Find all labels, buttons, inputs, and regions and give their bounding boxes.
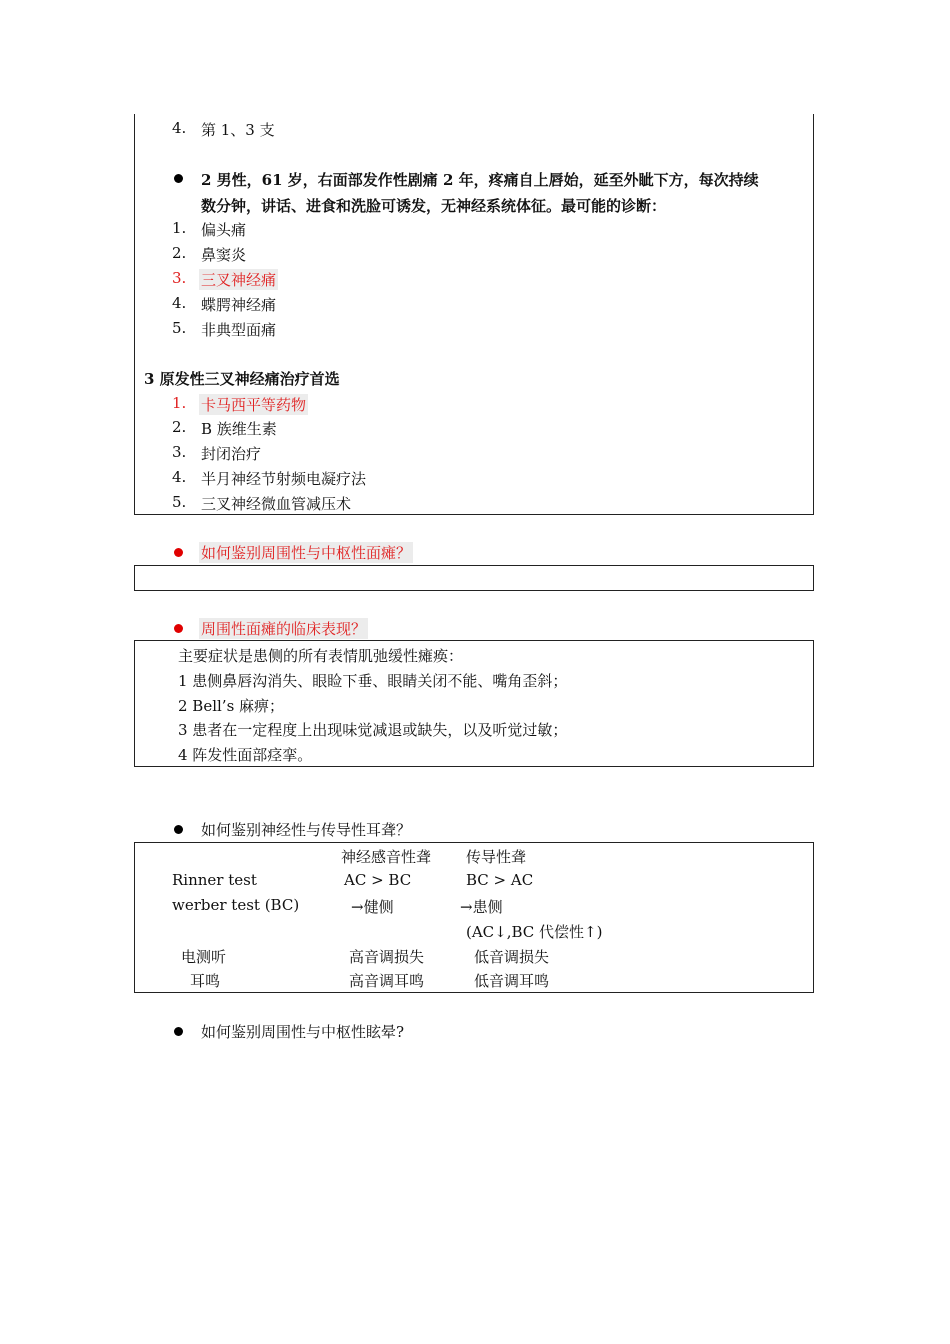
q2-option-2-number: 2. <box>172 244 187 262</box>
s3-col1-header: 神经感音性聋 <box>341 848 432 866</box>
q2-stem-line1: 2 男性，61 岁，右面部发作性剧痛 2 年，疼痛自上唇始，延至外眦下方，每次持续 <box>201 171 759 189</box>
s3-row-1-c1: AC > BC <box>344 871 412 889</box>
s2-line-2: 1 患侧鼻唇沟消失、眼睑下垂、眼睛关闭不能、嘴角歪斜； <box>178 672 568 690</box>
s2-bullet-icon <box>174 624 183 633</box>
s3-row-1-c2: BC > AC <box>466 871 534 889</box>
s3-row-1-label: Rinner test <box>172 871 257 889</box>
s3-row-2-label: werber test (BC) <box>172 896 300 914</box>
q1-option-text: 第 1、3 支 <box>201 121 275 139</box>
q3-option-3-number: 3. <box>172 443 187 461</box>
q2-option-1-text: 偏头痛 <box>201 221 247 239</box>
s2-line-5: 4 阵发性面部痉挛。 <box>178 746 313 764</box>
q2-option-3-number: 3. <box>172 269 187 287</box>
s3-row-4-label: 电测听 <box>181 948 227 966</box>
q3-title: 3 原发性三叉神经痛治疗首选 <box>144 370 340 388</box>
s3-row-5-c1: 高音调耳鸣 <box>349 972 425 990</box>
q2-stem-line2-bold: 数分钟，讲话、进食和洗脸可诱发，无神经系统体征 <box>201 197 547 215</box>
s3-row-4-c2: 低音调损失 <box>474 948 550 966</box>
q2-option-4-text: 蝶腭神经痛 <box>201 296 277 314</box>
q3-option-4-number: 4. <box>172 468 187 486</box>
q2-option-2-text: 鼻窦炎 <box>201 246 247 264</box>
s3-row-3-c2: (AC↓,BC 代偿性↑) <box>466 923 603 941</box>
q3-option-4-text: 半月神经节射频电凝疗法 <box>201 470 367 488</box>
s3-bullet-icon <box>174 825 183 834</box>
s2-line-4: 3 患者在一定程度上出现味觉减退或缺失，以及听觉过敏； <box>178 721 568 739</box>
s4-bullet-icon <box>174 1027 183 1036</box>
q2-option-1-number: 1. <box>172 219 187 237</box>
s4-title: 如何鉴别周围性与中枢性眩晕? <box>201 1023 405 1041</box>
s1-bullet-icon <box>174 548 183 557</box>
q2-option-4-number: 4. <box>172 294 187 312</box>
s1-title: 如何鉴别周围性与中枢性面瘫？ <box>201 544 412 562</box>
q1-option-number: 4. <box>172 119 187 137</box>
q2-option-5-text: 非典型面痛 <box>201 321 277 339</box>
s3-row-4-c1: 高音调损失 <box>349 948 425 966</box>
s3-col2-header: 传导性聋 <box>466 848 527 866</box>
q3-option-5-text: 三叉神经微血管减压术 <box>201 495 352 513</box>
s2-line-1: 主要症状是患侧的所有表情肌弛缓性瘫痪： <box>178 647 464 665</box>
q2-option-3-answer: 三叉神经痛 <box>201 271 277 289</box>
s2-title: 周围性面瘫的临床表现？ <box>201 620 367 638</box>
q3-option-2-text: B 族维生素 <box>201 420 277 438</box>
s2-line-3: 2 Bell’s 麻痹； <box>178 697 285 715</box>
q2-option-5-number: 5. <box>172 319 187 337</box>
q2-stem-line2 <box>201 195 666 216</box>
q3-option-2-number: 2. <box>172 418 187 436</box>
s3-row-2-c1: →健侧 <box>351 898 394 916</box>
q2-stem-line2-end: 。最可能的诊断： <box>546 197 667 215</box>
q2-bullet-icon <box>174 174 183 183</box>
q3-option-1-number: 1. <box>172 394 187 412</box>
s3-title: 如何鉴别神经性与传导性耳聋？ <box>201 821 412 839</box>
s3-row-5-c2: 低音调耳鸣 <box>474 972 550 990</box>
q3-option-3-text: 封闭治疗 <box>201 445 262 463</box>
s1-answer-box <box>134 565 814 591</box>
q3-option-5-number: 5. <box>172 493 187 511</box>
q3-option-1-answer: 卡马西平等药物 <box>201 396 307 414</box>
s3-row-5-label: 耳鸣 <box>190 972 221 990</box>
s3-row-2-c2: →患侧 <box>460 898 503 916</box>
